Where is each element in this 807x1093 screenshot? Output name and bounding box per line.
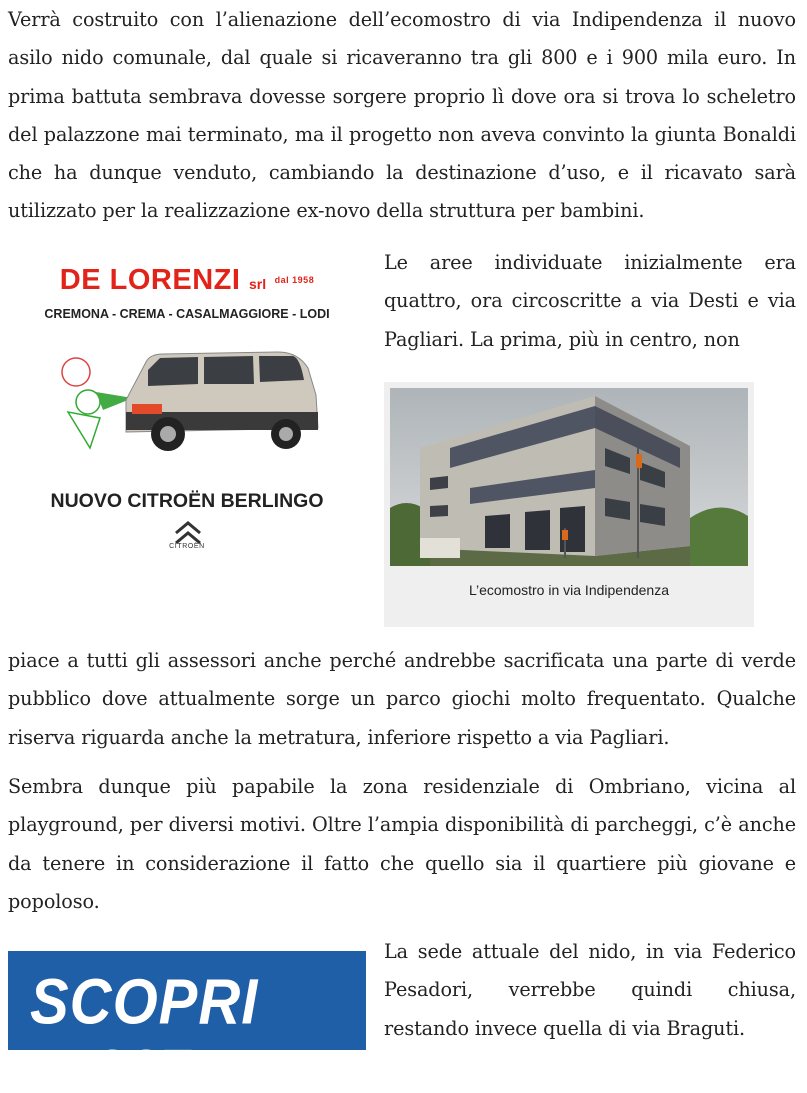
ad-cities: CREMONA - CREMA - CASALMAGGIORE - LODI	[44, 307, 330, 321]
ad-brand-suffix: srl	[248, 276, 267, 292]
ad2-subheadline: I NOSTRI	[30, 1040, 238, 1092]
advertisement-de-lorenzi[interactable]	[8, 250, 366, 570]
ad-logo-text: CITROËN	[169, 543, 205, 550]
paragraph-areas-continued: piace a tutti gli assessori anche perché andrebbe sacrificata una parte di verde pubblico dove attualmente sorge un parco giochi molto frequentato. Qualche riserva riguarda anche la metratura, inferiore rispetto a via Pagliari.	[8, 649, 796, 749]
figure-caption: L’ecomostro in via Indipendenza	[468, 582, 670, 598]
paragraph-intro: Verrà costruito con l’alienazione dell’ecomostro di via Indipendenza il nuovo asilo nido comunale, dal quale si ricaveranno tra gli 800 e i 900 mila euro. In prima battuta sembrava dovesse sorgere proprio lì dove ora si trova lo scheletro del palazzone mai terminato, ma il progetto non aveva convinto la giunta Bonaldi che ha dunque venduto, cambiando la destinazione d’uso, e il ricavato sarà utilizzato per la realizzazione ex-novo della struttura per bambini.	[8, 8, 796, 223]
paragraph-current-site: La sede attuale del nido, in via Federico Pesadori, verrebbe quindi chiusa, restando invece quella di via Braguti.	[384, 940, 796, 1040]
ad2-headline: SCOPRI	[30, 966, 259, 1038]
advertisement-scopri[interactable]	[8, 951, 366, 1092]
citroen-logo-icon	[168, 517, 208, 557]
paragraph-areas: Le aree individuate inizialmente era quattro, ora circoscritte a via Desti e via Pagliari. La prima, più in centro, non	[384, 251, 796, 351]
ad-model-name: NUOVO CITROËN BERLINGO	[50, 490, 324, 512]
figure-ecomostro	[384, 382, 754, 627]
ad-brand	[8, 264, 366, 297]
building-photo[interactable]	[390, 388, 748, 566]
paragraph-ombriano: Sembra dunque più papabile la zona residenziale di Ombriano, vicina al playground, per diversi motivi. Oltre l’ampia disponibilità di parcheggi, c’è anche da tenere in considerazione il fatto che quello sia il quartiere più giovane e popoloso.	[8, 775, 796, 913]
ad-brand-since: dal 1958	[274, 275, 315, 285]
ad-brand-name: DE LORENZI	[59, 264, 241, 296]
car-illustration	[48, 340, 348, 460]
